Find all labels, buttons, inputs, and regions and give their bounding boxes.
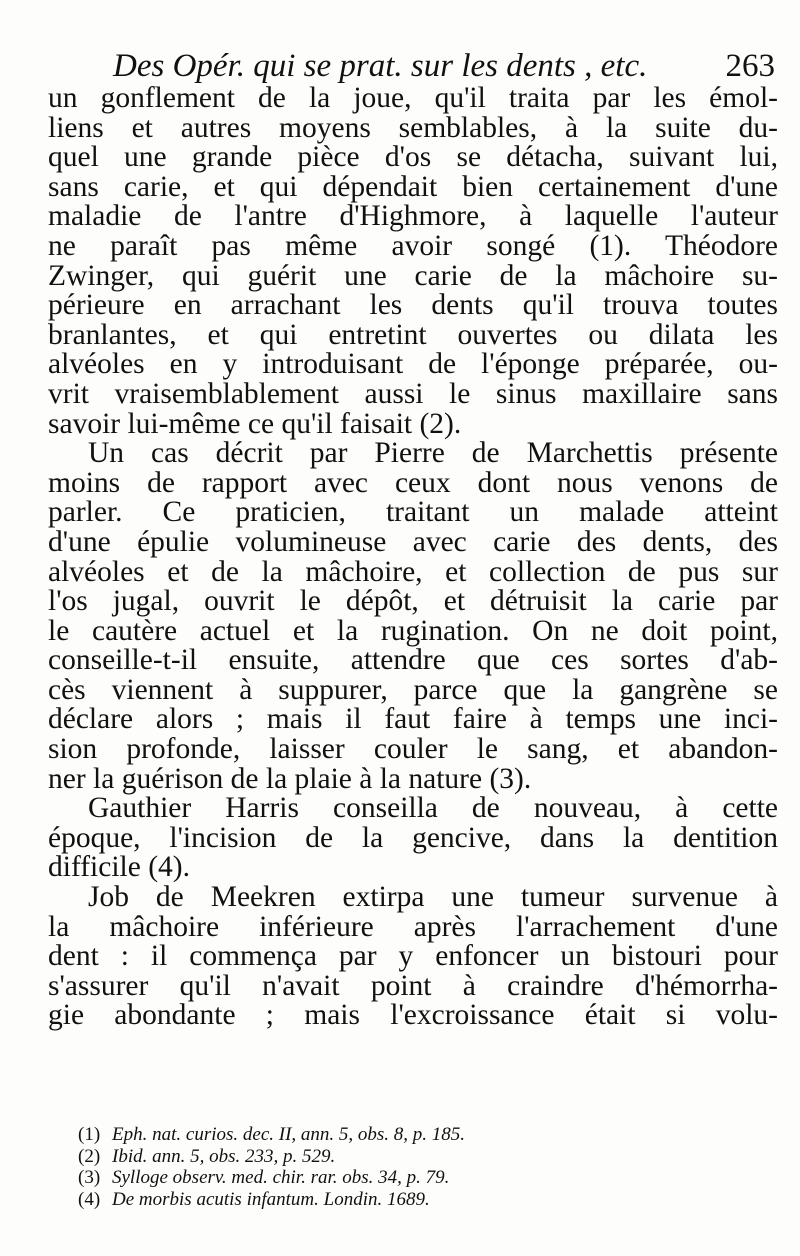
text-line: branlantes, et qui entretint ouvertes ou dilata les [48, 318, 778, 351]
text-line: gie abondante ; mais l'excroissance était si volu- [48, 999, 778, 1032]
text-line: moins de rapport avec ceux dont nous venons de [48, 466, 778, 499]
text-line: maladie de l'antre d'Highmore, à laquelle l'auteur [48, 200, 778, 233]
footnote [78, 1146, 598, 1168]
text-line: parler. Ce praticien, traitant un malade atteint [48, 496, 778, 529]
text-line: difficile (4). [48, 851, 190, 884]
text-line: dent : il commença par y enfoncer un bistouri pour [48, 940, 778, 973]
footnote [78, 1167, 598, 1189]
text-line: un gonflement de la joue, qu'il traita par les émol- [48, 82, 778, 114]
running-title: Des Opér. qui se prat. sur les dents , etc. [113, 48, 648, 84]
text-line: alvéoles et de la mâchoire, et collection de pus sur [48, 555, 778, 588]
text-line: liens et autres moyens semblables, à la suite du- [48, 111, 778, 144]
footnote-mark: (2) [78, 1145, 101, 1167]
text-line: l'os jugal, ouvrit le dépôt, et détruisit la carie par [48, 585, 778, 618]
text-line: Zwinger, qui guérit une carie de la mâchoire su- [48, 259, 778, 292]
text-line: s'assurer qu'il n'avait point à craindre d'hémorrha- [48, 969, 778, 1002]
text-line: sion profonde, laisser couler le sang, et abandon- [48, 733, 778, 766]
body-text [48, 84, 778, 1031]
text-line: conseille-t-il ensuite, attendre que ces sortes d'ab- [48, 644, 778, 677]
text-line: d'une épulie volumineuse avec carie des dents, des [48, 525, 778, 558]
footnote-text: De morbis acutis infantum. Londin. 1689. [112, 1188, 430, 1210]
text-line: vrit vraisemblablement aussi le sinus maxillaire sans [48, 377, 778, 410]
text-line: ne paraît pas même avoir songé (1). Théodore [48, 229, 778, 262]
text-line: cès viennent à suppurer, parce que la gangrène se [48, 673, 778, 706]
text-line: périeure en arrachant les dents qu'il trouva toutes [48, 289, 778, 322]
text-line: déclare alors ; mais il faut faire à temps une inci- [48, 703, 778, 736]
text-line: quel une grande pièce d'os se détacha, suivant lui, [48, 141, 778, 174]
text-line: sans carie, et qui dépendait bien certainement d'une [48, 170, 778, 203]
footnotes [78, 1124, 598, 1210]
footnote-text: Sylloge observ. med. chir. rar. obs. 34, p. 79. [112, 1167, 450, 1188]
paragraph-start-line: Un cas décrit par Pierre de Marchettis présente [88, 437, 778, 470]
text-line: ner la guérison de la plaie à la nature (3). [48, 762, 532, 795]
footnote-text: Ibid. ann. 5, obs. 233, p. 529. [112, 1145, 336, 1167]
text-line: le cautère actuel et la rugination. On ne doit point, [48, 614, 778, 647]
page-number: 263 [725, 48, 775, 84]
footnote-mark: (3) [78, 1167, 101, 1188]
text-line: la mâchoire inférieure après l'arrachement d'une [48, 910, 778, 943]
text-line: savoir lui-même ce qu'il faisait (2). [48, 407, 462, 440]
footnote [78, 1124, 598, 1146]
footnote [78, 1189, 598, 1211]
text-line: époque, l'incision de la gencive, dans la dentition [48, 821, 778, 854]
footnote-text: Eph. nat. curios. dec. II, ann. 5, obs. 8, p. 185. [112, 1124, 466, 1145]
footnote-mark: (4) [78, 1188, 101, 1210]
paragraph-start-line: Job de Meekren extirpa une tumeur survenue à [88, 881, 778, 914]
paragraph-start-line: Gauthier Harris conseilla de nouveau, à cette [88, 792, 778, 825]
text-line: alvéoles en y introduisant de l'éponge préparée, ou- [48, 348, 778, 381]
footnote-mark: (1) [78, 1124, 101, 1145]
